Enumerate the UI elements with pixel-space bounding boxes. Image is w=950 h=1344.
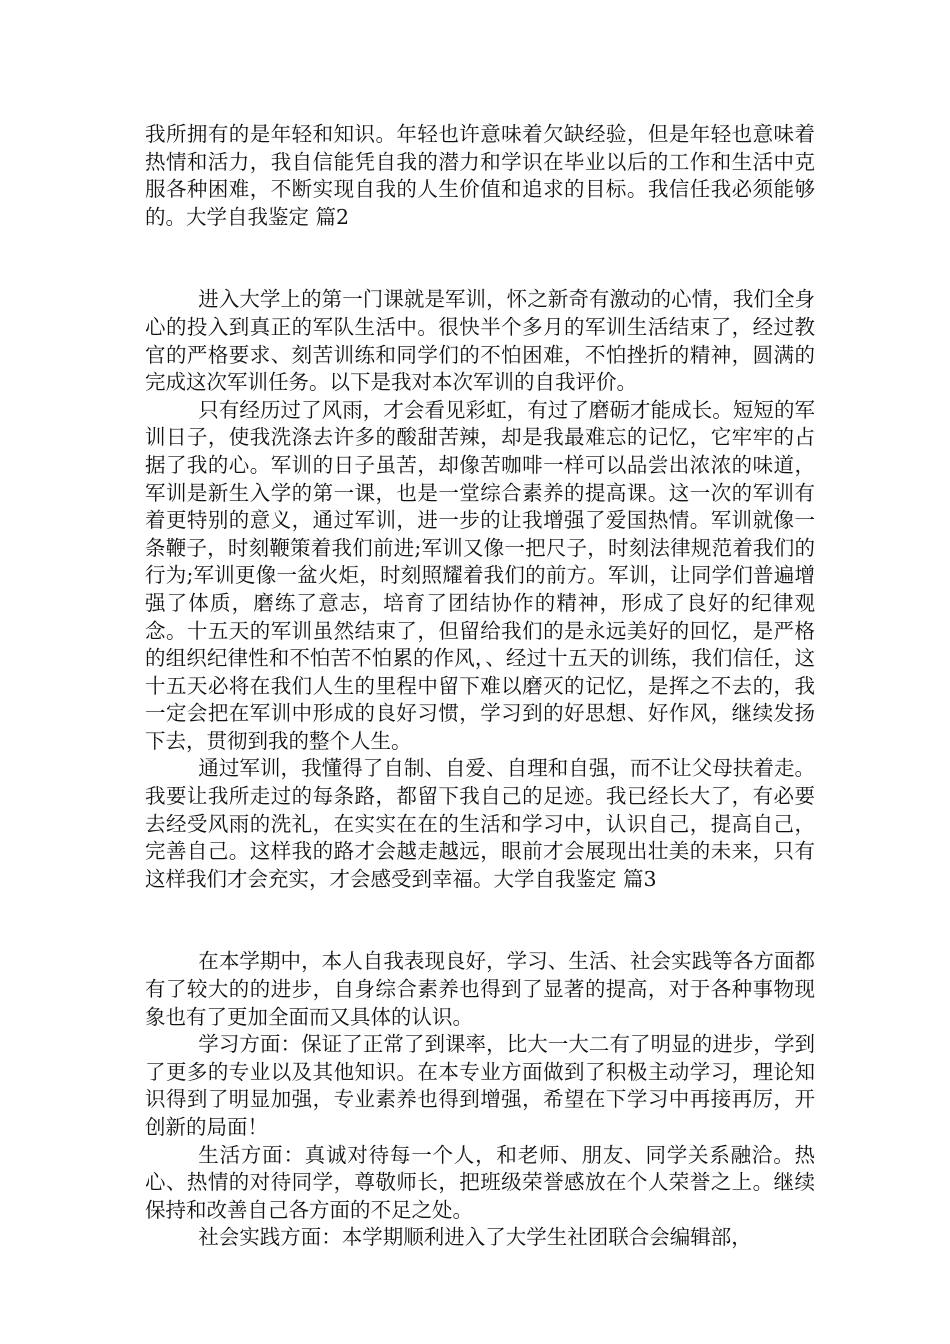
document-body bbox=[145, 121, 815, 1252]
section-gap bbox=[145, 231, 815, 286]
section-gap bbox=[145, 893, 815, 948]
paragraph: 只有经历过了风雨，才会看见彩虹，有过了磨砺才能成长。短短的军训日子，使我洗涤去许多的酸甜苦辣，却是我最难忘的记忆，它牢牢的占据了我的心。军训的日子虽苦，却像苦咖啡一样可以品尝出浓浓的味道，军训是新生入学的第一课，也是一堂综合素养的提高课。这一次的军训有着更特别的意义，通过军训，进一步的让我增强了爱国热情。军训就像一条鞭子，时刻鞭策着我们前进;军训又像一把尺子，时刻法律规范着我们的行为;军训更像一盆火炬，时刻照耀着我们的前方。军训，让同学们普遍增强了体质，磨练了意志，培育了团结协作的精神，形成了良好的纪律观念。十五天的军训虽然结束了，但留给我们的是永远美好的回忆，是严格的组织纪律性和不怕苦不怕累的作风，、经过十五天的训练，我们信任，这十五天必将在我们人生的里程中留下难以磨灭的记忆，是挥之不去的，我一定会把在军训中形成的良好习惯，学习到的好思想、好作风，继续发扬下去，贯彻到我的整个人生。 bbox=[145, 397, 815, 753]
paragraph: 我所拥有的是年轻和知识。年轻也许意味着欠缺经验，但是年轻也意味着热情和活力，我自信能凭自我的潜力和学识在毕业以后的工作和生活中克服各种困难，不断实现自我的人生价值和追求的目标。我信任我必须能够的。大学自我鉴定 篇2 bbox=[145, 122, 815, 229]
paragraph: 进入大学上的第一门课就是军训，怀之新奇有激动的心情，我们全身心的投入到真正的军队生活中。很快半个多月的军训生活结束了，经过教官的严格要求、刻苦训练和同学们的不怕困难，不怕挫折的精神，圆满的完成这次军训任务。以下是我对本次军训的自我评价。 bbox=[145, 287, 815, 395]
paragraph: 在本学期中，本人自我表现良好，学习、生活、社会实践等各方面都有了较大的的进步，自身综合素养也得到了显著的提高，对于各种事物现象也有了更加全面而又具体的认识。 bbox=[145, 949, 815, 1029]
paragraph: 学习方面：保证了正常了到课率，比大一大二有了明显的进步，学到了更多的专业以及其他知识。在本专业方面做到了积极主动学习，理论知识得到了明显加强，专业素养也得到增强，希望在下学习中再接再厉，开创新的局面！ bbox=[145, 1032, 815, 1139]
paragraph: 通过军训，我懂得了自制、自爱、自理和自强，而不让父母扶着走。我要让我所走过的每条路，都留下我自己的足迹。我已经长大了，有必要去经受风雨的洗礼，在实实在在的生活和学习中，认识自己，提高自己，完善自己。这样我的路才会越走越远，眼前才会展现出壮美的未来，只有这样我们才会充实，才会感受到幸福。大学自我鉴定 篇3 bbox=[145, 756, 815, 891]
paragraph: 社会实践方面：本学期顺利进入了大学生社团联合会编辑部， bbox=[198, 1225, 752, 1250]
paragraph: 生活方面：真诚对待每一个人，和老师、朋友、同学关系融洽。热心、热情的对待同学，尊敬师长，把班级荣誉感放在个人荣誉之上。继续保持和改善自己各方面的不足之处。 bbox=[145, 1142, 815, 1222]
